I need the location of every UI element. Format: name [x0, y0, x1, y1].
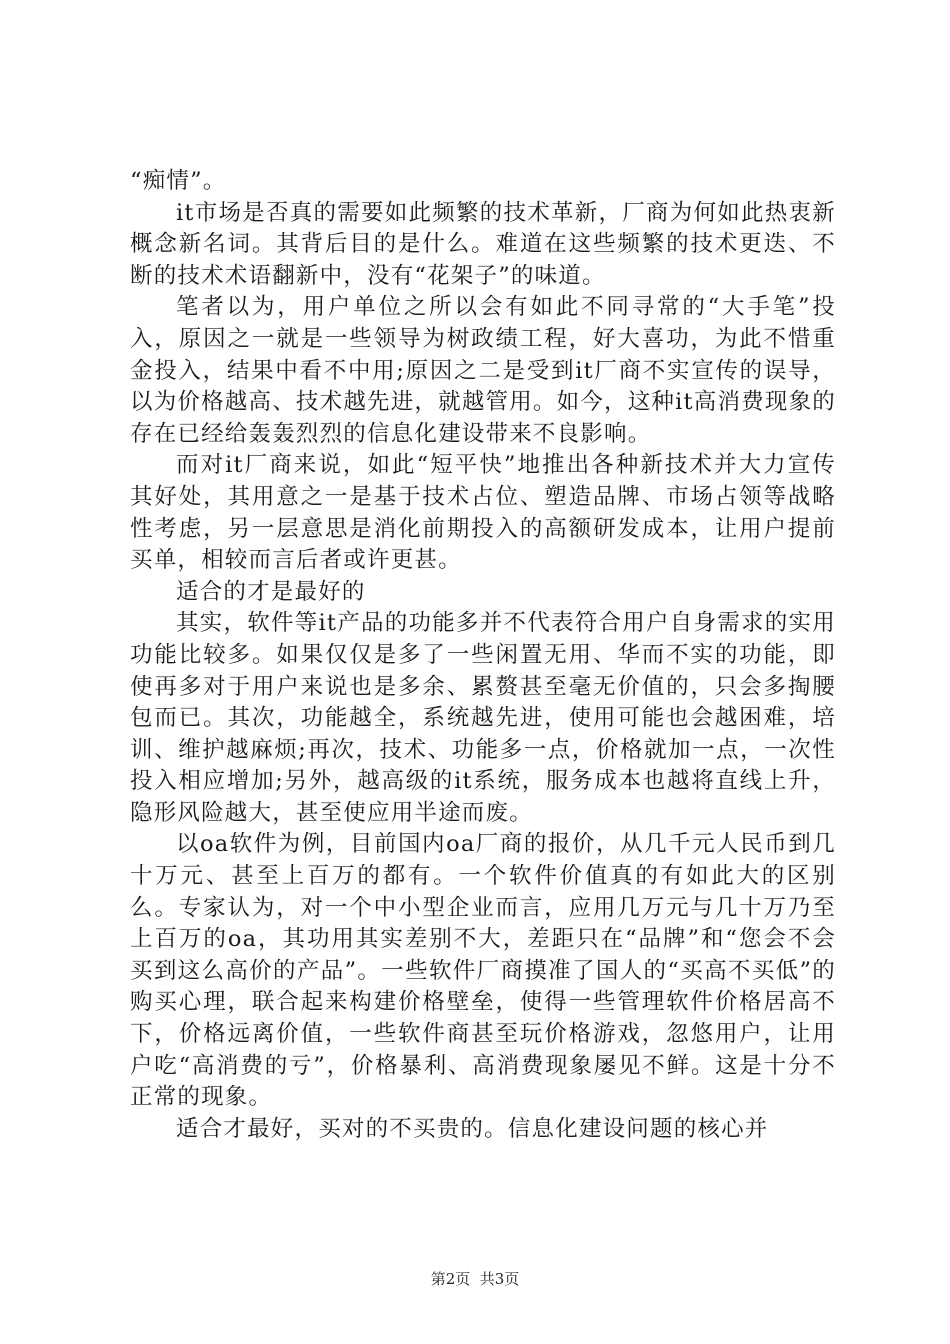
section-heading: 适合的才是最好的 [176, 578, 366, 605]
paragraph-4: 而对it厂商来说，如此“短平快”地推出各种新技术并大力宣传其好处，其用意之一是基于技术占位、塑造品牌、市场占领等战略性考虑，另一层意思是消化前期投入的高额研发成本，让用户提前买单，相较而言后者或许更甚。 [130, 452, 836, 574]
paragraph-8: 适合才最好，买对的不买贵的。信息化建设问题的核心并 [176, 1115, 769, 1142]
paragraph-3: 笔者以为，用户单位之所以会有如此不同寻常的“大手笔”投入，原因之一就是一些领导为树政绩工程，好大喜功，为此不惜重金投入，结果中看不中用;原因之二是受到it厂商不实宣传的误导，以为价格越高、技术越先进，就越管用。如今，这种it高消费现象的存在已经给轰轰烈烈的信息化建设带来不良影响。 [130, 294, 836, 447]
paragraph-6: 其实，软件等it产品的功能多并不代表符合用户自身需求的实用功能比较多。如果仅仅是多了一些闲置无用、华而不实的功能，即使再多对于用户来说也是多余、累赘甚至毫无价值的，只会多掏腰包而已。其次，功能越全，系统越先进，使用可能也会越困难，培训、维护越麻烦;再次，技术、功能多一点，价格就加一点，一次性投入相应增加;另外，越高级的it系统，服务成本也越将直线上升，隐形风险越大，甚至使应用半途而废。 [130, 610, 836, 826]
document-body [130, 166, 836, 1145]
paragraph-1: “痴情”。 [130, 168, 227, 194]
paragraph-7: 以oa软件为例，目前国内oa厂商的报价，从几千元人民币到几十万元、甚至上百万的都有。一个软件价值真的有如此大的区别么。专家认为，对一个中小型企业而言，应用几万元与几十万乃至上百万的oa，其功用其实差别不大，差距只在“品牌”和“您会不会买到这么高价的产品”。一些软件厂商摸准了国人的“买高不买低”的购买心理，联合起来构建价格壁垒，使得一些管理软件价格居高不下，价格远离价值，一些软件商甚至玩价格游戏，忽悠用户，让用户吃“高消费的亏”，价格暴利、高消费现象屡见不鲜。这是十分不正常的现象。 [130, 831, 836, 1111]
page-footer: 第2页 共3页 [430, 1270, 520, 1288]
paragraph-2: it市场是否真的需要如此频繁的技术革新，厂商为何如此热衷新概念新名词。其背后目的是什么。难道在这些频繁的技术更迭、不断的技术术语翻新中，没有“花架子”的味道。 [130, 199, 836, 289]
